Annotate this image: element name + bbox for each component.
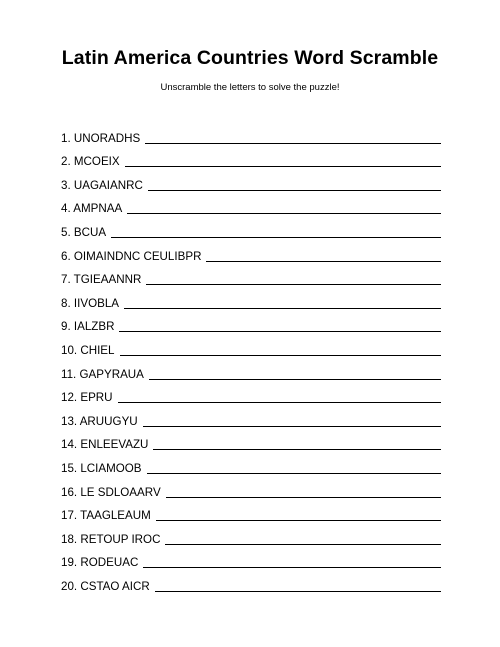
puzzle-item bbox=[61, 216, 441, 240]
scrambled-word: 6. OIMAINDNC CEULIBPR bbox=[61, 249, 202, 263]
puzzle-item bbox=[61, 193, 441, 217]
scrambled-word: 9. IALZBR bbox=[61, 320, 115, 334]
answer-line[interactable] bbox=[147, 473, 441, 474]
puzzle-item bbox=[61, 146, 441, 170]
page-title: Latin America Countries Word Scramble bbox=[61, 47, 439, 69]
scrambled-word: 10. CHIEL bbox=[61, 343, 115, 357]
puzzle-item bbox=[61, 547, 441, 571]
puzzle-item bbox=[61, 452, 441, 476]
scrambled-word: 19. RODEUAC bbox=[61, 556, 139, 570]
answer-line[interactable] bbox=[118, 402, 441, 403]
scrambled-word: 7. TGIEAANNR bbox=[61, 273, 142, 287]
answer-line[interactable] bbox=[156, 520, 441, 521]
puzzle-item bbox=[61, 122, 441, 146]
answer-line[interactable] bbox=[120, 355, 442, 356]
scrambled-word: 3. UAGAIANRC bbox=[61, 178, 143, 192]
scrambled-word: 14. ENLEEVAZU bbox=[61, 438, 149, 452]
scrambled-word: 20. CSTAO AICR bbox=[61, 579, 150, 593]
scrambled-word: 16. LE SDLOAARV bbox=[61, 485, 161, 499]
answer-line[interactable] bbox=[111, 237, 441, 238]
scrambled-word: 8. IIVOBLA bbox=[61, 296, 119, 310]
puzzle-item bbox=[61, 405, 441, 429]
puzzle-item bbox=[61, 240, 441, 264]
answer-line[interactable] bbox=[125, 166, 441, 167]
puzzle-item bbox=[61, 334, 441, 358]
answer-line[interactable] bbox=[145, 143, 441, 144]
puzzle-item bbox=[61, 570, 441, 594]
scrambled-word: 13. ARUUGYU bbox=[61, 414, 138, 428]
puzzle-item bbox=[61, 429, 441, 453]
answer-line[interactable] bbox=[127, 213, 441, 214]
scrambled-word: 4. AMPNAA bbox=[61, 202, 123, 216]
answer-line[interactable] bbox=[206, 261, 441, 262]
instructions: Unscramble the letters to solve the puzzle! bbox=[160, 82, 340, 93]
answer-line[interactable] bbox=[153, 449, 441, 450]
scrambled-word: 1. UNORADHS bbox=[61, 131, 141, 145]
puzzle-item bbox=[61, 523, 441, 547]
puzzle-item bbox=[61, 311, 441, 335]
scrambled-word: 15. LCIAMOOB bbox=[61, 461, 142, 475]
answer-line[interactable] bbox=[166, 497, 441, 498]
answer-line[interactable] bbox=[143, 567, 441, 568]
answer-line[interactable] bbox=[119, 331, 441, 332]
scrambled-word: 12. EPRU bbox=[61, 391, 113, 405]
answer-line[interactable] bbox=[165, 544, 441, 545]
puzzle-item bbox=[61, 358, 441, 382]
answer-line[interactable] bbox=[146, 284, 441, 285]
answer-line[interactable] bbox=[143, 426, 441, 427]
answer-line[interactable] bbox=[155, 591, 441, 592]
puzzle-item bbox=[61, 500, 441, 524]
answer-line[interactable] bbox=[124, 308, 441, 309]
scrambled-word: 17. TAAGLEAUM bbox=[61, 509, 151, 523]
scrambled-word: 5. BCUA bbox=[61, 225, 107, 239]
scrambled-word: 2. MCOEIX bbox=[61, 155, 120, 169]
puzzle-item bbox=[61, 264, 441, 288]
puzzle-item bbox=[61, 382, 441, 406]
puzzle-list bbox=[61, 122, 441, 594]
answer-line[interactable] bbox=[148, 190, 441, 191]
puzzle-item bbox=[61, 476, 441, 500]
puzzle-item bbox=[61, 169, 441, 193]
scrambled-word: 18. RETOUP IROC bbox=[61, 532, 161, 546]
scrambled-word: 11. GAPYRAUA bbox=[61, 367, 144, 381]
puzzle-item bbox=[61, 287, 441, 311]
answer-line[interactable] bbox=[149, 379, 441, 380]
